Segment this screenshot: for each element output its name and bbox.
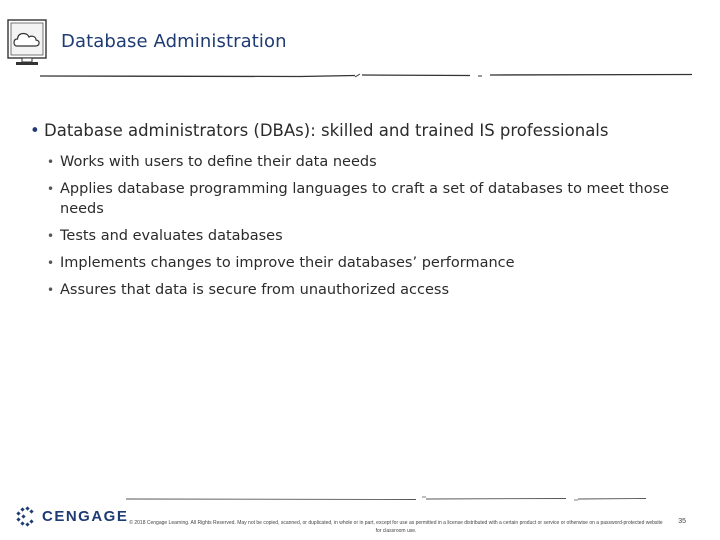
slide-title: Database Administration: [61, 31, 287, 52]
sub-bullet-group: [30, 152, 710, 300]
sub-bullet: [30, 152, 710, 172]
sub-bullet-text: Assures that data is secure from unauthorized access: [60, 282, 450, 298]
sub-bullet: [30, 253, 710, 273]
cengage-logo-icon: [14, 504, 38, 528]
sub-bullet: [30, 280, 710, 300]
monitor-cloud-icon: [6, 18, 48, 70]
title-underline: [0, 64, 700, 84]
logo-wordmark: CENGAGE: [42, 507, 129, 525]
bullet-list: [30, 120, 710, 307]
sub-bullet: [30, 226, 710, 246]
main-bullet: [30, 120, 710, 142]
sub-bullet-text: Applies database programming languages to craft a set of databases to meet those needs: [60, 181, 670, 217]
copyright-notice: © 2018 Cengage Learning. All Rights Reserved. May not be copied, scanned, or duplicated, in whole or in part, except for use as permitted in a license distributed with a certain product or service or otherwise on a password-protected website for classroom use.: [129, 520, 663, 534]
footer-rule: [126, 488, 646, 508]
sub-bullet-text: Tests and evaluates databases: [60, 228, 283, 244]
sub-bullet-text: Works with users to define their data needs: [60, 154, 377, 170]
sub-bullet-text: Implements changes to improve their databases’ performance: [60, 255, 515, 271]
main-bullet-text: Database administrators (DBAs): skilled and trained IS professionals: [44, 121, 609, 140]
sub-bullet: [30, 179, 710, 219]
cengage-logo: [14, 500, 128, 532]
page-number: 35: [678, 518, 686, 525]
